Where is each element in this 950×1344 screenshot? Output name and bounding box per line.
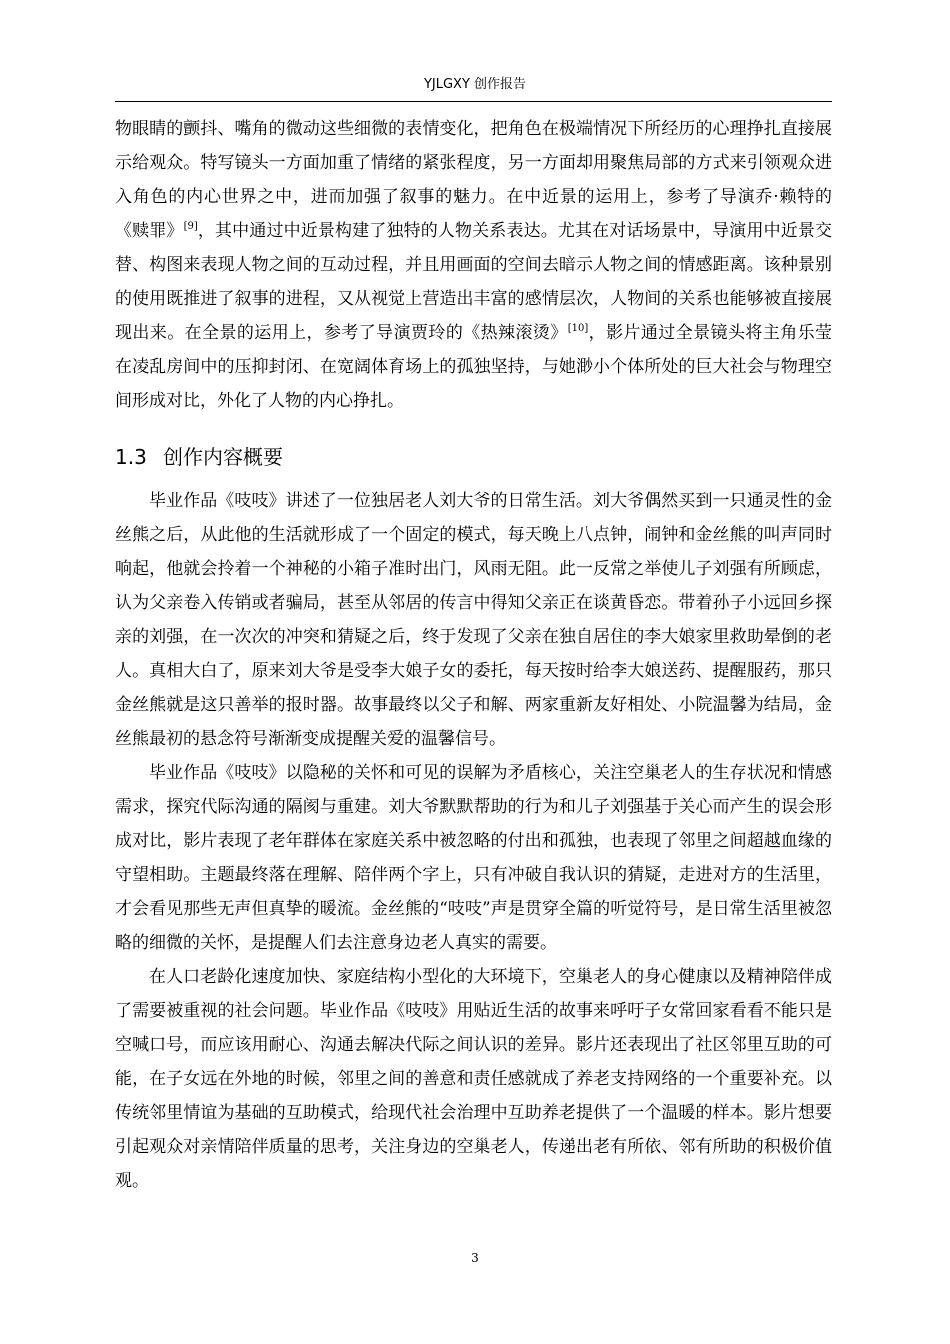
body-paragraph: 毕业作品《吱吱》以隐秘的关怀和可见的误解为矛盾核心，关注空巢老人的生存状况和情感需求，探究代际沟通的隔阂与重建。刘大爷默默帮助的行为和儿子刘强基于关心而产生的误会形成对比，影片表现了老年群体在家庭关系中被忽略的付出和孤独，也表现了邻里之间超越血缘的守望相助。主题最终落在理解、陪伴两个字上，只有冲破自我认识的猜疑，走进对方的生活里，才会看见那些无声但真挚的暖流。金丝熊的“吱吱”声是贯穿全篇的听觉符号，是日常生活里被忽略的细微的关怀，是提醒人们去注意身边老人真实的需要。 bbox=[115, 763, 832, 953]
paragraph-text: ，其中通过中近景构建了独特的人物关系表达。尤其在对话场景中，导演用中近景交替、构图来表现人物之间的互动过程，并且用画面的空间去暗示人物之间的情感距离。该种景别的使用既推进了叙事的进程，又从视觉上营造出丰富的感情层次，人物间的关系也能够被直接展现出来。在全景的运用上，参考了导演贾玲的《热辣滚烫》 bbox=[115, 221, 833, 343]
body-paragraph: 在人口老龄化速度加快、家庭结构小型化的大环境下，空巢老人的身心健康以及精神陪伴成了需要被重视的社会问题。毕业作品《吱吱》用贴近生活的故事来呼吁子女常回家看看不能只是空喊口号，而应该用耐心、沟通去解决代际之间认识的差异。影片还表现出了社区邻里互助的可能，在子女远在外地的时候，邻里之间的善意和责任感就成了养老支持网络的一个重要补充。以传统邻里情谊为基础的互助模式，给现代社会治理中互助养老提供了一个温暖的样本。影片想要引起观众对亲情陪伴质量的思考，关注身边的空巢老人，传递出老有所依、邻有所助的积极价值观。 bbox=[115, 967, 832, 1191]
header-rule bbox=[115, 101, 832, 102]
page-body bbox=[115, 112, 832, 1198]
page-number: 3 bbox=[471, 1251, 479, 1265]
paragraph-text: 物眼睛的颤抖、嘴角的微动这些细微的表情变化，把角色在极端情况下所经历的心理挣扎直接展示给观众。特写镜头一方面加重了情绪的紧张程度，另一方面却用聚焦局部的方式来引领观众进入角色的内心世界之中，进而加强了叙事的魅力。在中近景的运用上，参考了导演乔·赖特的《赎罪》 bbox=[115, 119, 832, 241]
paragraph-text: ，影片通过全景镜头将主角乐莹在凌乱房间中的压抑封闭、在宽阔体育场上的孤独坚持，与她渺小个体所处的巨大社会与物理空间形成对比，外化了人物的内心挣扎。 bbox=[115, 323, 833, 411]
section-heading bbox=[115, 440, 832, 474]
continued-paragraph bbox=[115, 112, 832, 418]
citation-marker: [10] bbox=[567, 323, 589, 334]
body-paragraph: 毕业作品《吱吱》讲述了一位独居老人刘大爷的日常生活。刘大爷偶然买到一只通灵性的金丝熊之后，从此他的生活就形成了一个固定的模式，每天晚上八点钟，闹钟和金丝熊的叫声同时响起，他就会拎着一个神秘的小箱子准时出门，风雨无阻。此一反常之举使儿子刘强有所顾虑，认为父亲卷入传销或者骗局，甚至从邻居的传言中得知父亲正在谈黄昏恋。带着孙子小远回乡探亲的刘强，在一次次的冲突和猜疑之后，终于发现了父亲在独自居住的李大娘家里救助晕倒的老人。真相大白了，原来刘大爷是受李大娘子女的委托，每天按时给李大娘送药、提醒服药，那只金丝熊就是这只善举的报时器。故事最终以父子和解、两家重新友好相处、小院温馨为结局，金丝熊最初的悬念符号渐渐变成提醒关爱的温馨信号。 bbox=[115, 491, 832, 749]
section-title: 创作内容概要 bbox=[163, 445, 283, 469]
running-header: YJLGXY 创作报告 bbox=[423, 77, 527, 92]
section-number: 1.3 bbox=[115, 445, 147, 469]
citation-marker: [9] bbox=[183, 221, 198, 232]
